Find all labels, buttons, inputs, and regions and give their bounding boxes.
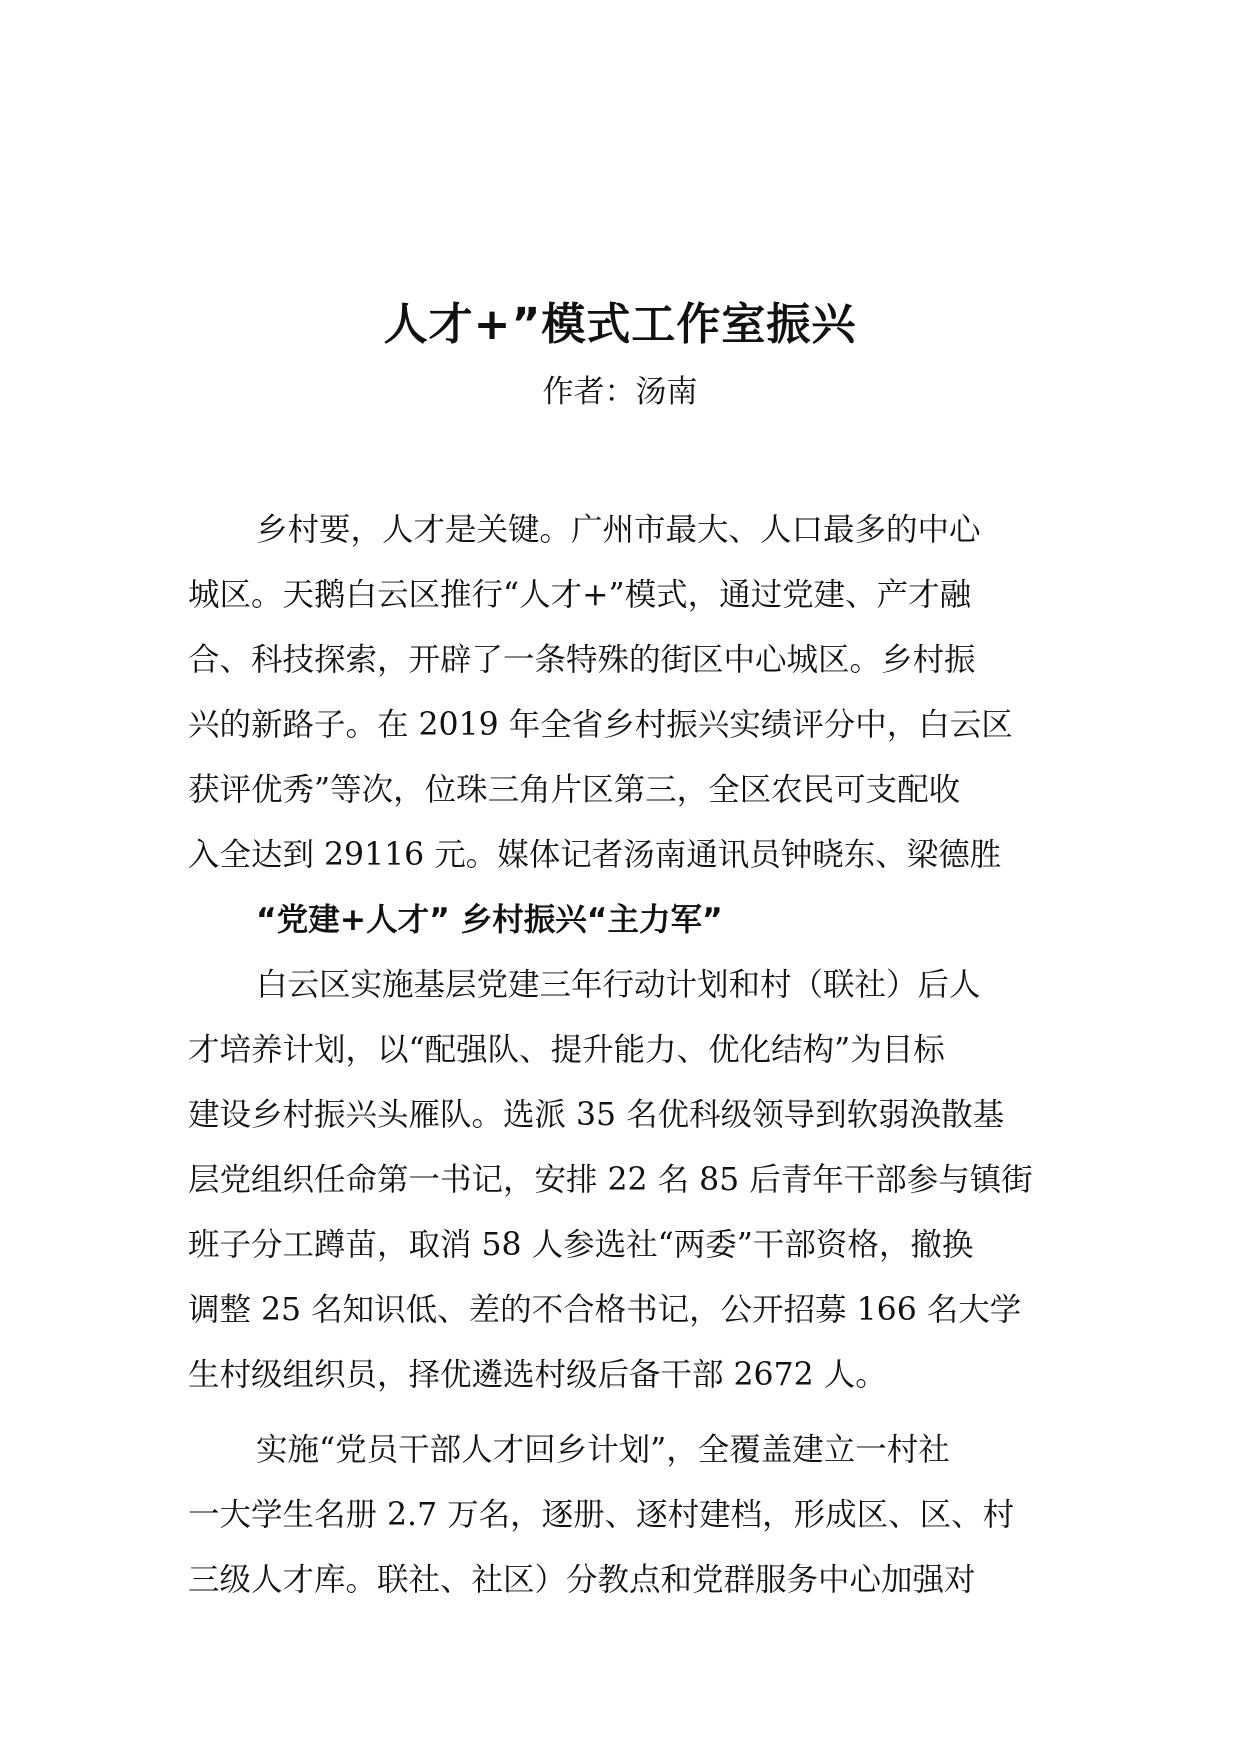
text-line: 合、科技探索，开辟了一条特殊的街区中心城区。乡村振 <box>188 642 976 678</box>
text-line: 一大学生名册 2.7 万名，逐册、逐村建档，形成区、区、村 <box>188 1497 1015 1533</box>
text-line: 层党组织任命第一书记，安排 22 名 85 后青年干部参与镇街 <box>188 1162 1033 1198</box>
document-author: 作者：汤南 <box>542 374 698 410</box>
text-line: 兴的新路子。在 2019 年全省乡村振兴实绩评分中，白云区 <box>188 707 1013 743</box>
document-title: 人才+”模式工作室振兴 <box>383 299 857 350</box>
paragraph-party-building <box>188 953 1058 1408</box>
text-line: 才培养计划，以“配强队、提升能力、优化结构”为目标 <box>188 1032 945 1068</box>
paragraph-gap <box>188 1408 1058 1418</box>
text-line: 实施“党员干部人才回乡计划”，全覆盖建立一村社 <box>256 1432 950 1468</box>
paragraph-talent-return <box>188 1418 1058 1613</box>
text-line: 获评优秀”等次，位珠三角片区第三，全区农民可支配收 <box>188 772 961 808</box>
text-line: 入全达到 29116 元。媒体记者汤南通讯员钟晓东、梁德胜 <box>188 837 1002 873</box>
text-line: 三级人才库。联社、社区）分教点和党群服务中心加强对 <box>188 1562 976 1598</box>
text-line: 白云区实施基层党建三年行动计划和村（联社）后人 <box>256 967 981 1003</box>
text-line: 生村级组织员，择优遴选村级后备干部 2672 人。 <box>188 1357 887 1393</box>
section-heading: “党建+人才” 乡村振兴“主力军” <box>256 902 723 938</box>
text-line: 建设乡村振兴头雁队。选派 35 名优科级领导到软弱涣散基 <box>188 1097 1005 1133</box>
document-body <box>188 498 1058 1613</box>
text-line: 班子分工蹲苗，取消 58 人参选社“两委”干部资格，撤换 <box>188 1227 974 1263</box>
text-line: 乡村要，人才是关键。广州市最大、人口最多的中心 <box>256 512 981 548</box>
paragraph-intro <box>188 498 1058 888</box>
text-line: 调整 25 名知识低、差的不合格书记，公开招募 166 名大学 <box>188 1292 1022 1328</box>
text-line: 城区。天鹅白云区推行“人才+”模式，通过党建、产才融 <box>188 577 972 613</box>
